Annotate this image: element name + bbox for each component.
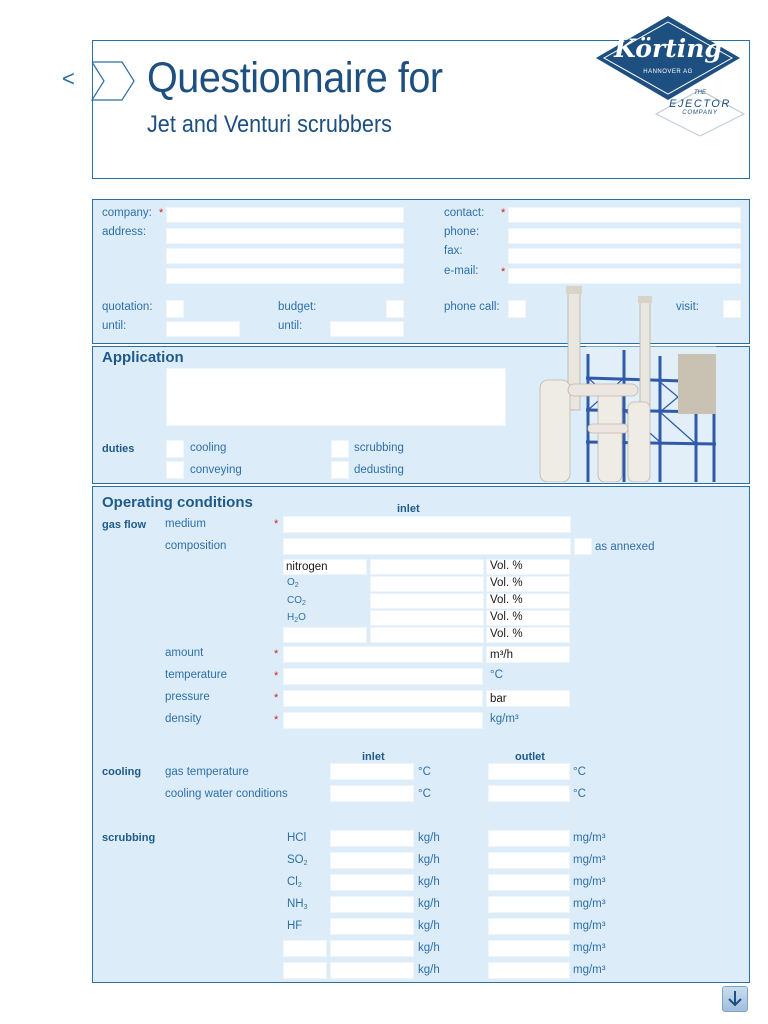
pollutant-outlet-field[interactable] — [488, 874, 570, 891]
pollutant-inlet-unit: kg/h — [418, 964, 440, 976]
component-value-field[interactable] — [370, 593, 484, 609]
pollutant-inlet-field[interactable] — [330, 940, 414, 957]
application-heading: Application — [102, 349, 184, 366]
email-label: e-mail: — [444, 265, 479, 277]
gas-temp-inlet-field[interactable] — [330, 763, 414, 780]
until-label-1: until: — [102, 320, 127, 332]
as-annexed-label: as annexed — [595, 541, 655, 553]
component-value-field[interactable] — [370, 610, 484, 626]
pollutant-inlet-field[interactable] — [330, 852, 414, 869]
address-field-2[interactable] — [166, 248, 404, 264]
company-field[interactable] — [166, 207, 404, 223]
pollutant-inlet-field[interactable] — [330, 918, 414, 935]
component-name: $H_2O$ — [287, 612, 306, 624]
pollutant-inlet-field[interactable] — [330, 896, 414, 913]
visit-label: visit: — [676, 301, 699, 313]
component-value-field[interactable] — [370, 576, 484, 592]
pollutant-name: $Cl_2$ — [287, 876, 302, 889]
pollutant-inlet-unit: kg/h — [418, 854, 440, 866]
cooling-label: cooling — [190, 442, 227, 454]
application-textarea[interactable] — [166, 368, 506, 426]
temperature-label: temperature — [165, 669, 228, 681]
required-star: * — [274, 518, 279, 530]
cooling-water-inlet-field[interactable] — [330, 785, 414, 802]
fax-field[interactable] — [508, 248, 741, 264]
address-field-1[interactable] — [166, 228, 404, 244]
gas-flow-label: gas flow — [102, 519, 147, 531]
arrow-down-icon — [723, 987, 747, 1011]
gas-temp-outlet-field[interactable] — [488, 763, 570, 780]
pollutant-name: $NH_3$ — [287, 898, 308, 911]
pollutant-inlet-unit: kg/h — [418, 898, 440, 910]
required-star: * — [274, 692, 279, 704]
pollutant-outlet-field[interactable] — [488, 830, 570, 847]
component-name: $CO_2$ — [287, 595, 306, 607]
component-name: $O_2$ — [287, 577, 299, 589]
pollutant-outlet-field[interactable] — [488, 852, 570, 869]
cooling-checkbox[interactable] — [166, 440, 184, 458]
dedusting-checkbox[interactable] — [331, 461, 349, 479]
phone-call-label: phone call: — [444, 301, 500, 313]
phone-field[interactable] — [508, 228, 741, 244]
pollutant-inlet-unit: kg/h — [418, 920, 440, 932]
amount-unit: m³/h — [490, 649, 513, 661]
pollutant-outlet-unit: mg/m³ — [573, 920, 606, 932]
pollutant-outlet-field[interactable] — [488, 918, 570, 935]
conveying-checkbox[interactable] — [166, 461, 184, 479]
density-label: density — [165, 713, 202, 725]
density-field[interactable] — [283, 712, 483, 729]
pressure-label: pressure — [165, 691, 210, 703]
gas-temp-inlet-unit: °C — [418, 766, 431, 778]
cooling-section-label: cooling — [102, 766, 142, 778]
component-unit: Vol. % — [490, 611, 523, 623]
page-subtitle: Jet and Venturi scrubbers — [147, 111, 392, 138]
required-star: * — [501, 207, 506, 219]
cooling-water-outlet-unit: °C — [573, 788, 586, 800]
logo-city: HANNOVER AG — [643, 69, 693, 75]
pollutant-inlet-unit: kg/h — [418, 942, 440, 954]
pollutant-name: HCl — [287, 832, 307, 844]
cooling-water-inlet-unit: °C — [418, 788, 431, 800]
pollutant-outlet-unit: mg/m³ — [573, 854, 606, 866]
budget-checkbox[interactable] — [386, 300, 404, 318]
back-arrow-icon[interactable]: < — [62, 66, 75, 91]
required-star: * — [274, 670, 279, 682]
quotation-checkbox[interactable] — [166, 300, 184, 318]
pollutant-outlet-unit: mg/m³ — [573, 898, 606, 910]
component-unit: Vol. % — [490, 560, 523, 572]
logo-tag: EJECTOR — [669, 98, 731, 110]
component-value-field[interactable] — [370, 559, 484, 575]
component-value-field[interactable] — [370, 627, 484, 643]
until-label-2: until: — [278, 320, 303, 332]
required-star: * — [501, 266, 506, 278]
pollutant-inlet-unit: kg/h — [418, 876, 440, 888]
cooling-inlet-header: inlet — [362, 751, 385, 763]
email-field[interactable] — [508, 268, 741, 284]
pollutant-name: HF — [287, 920, 303, 932]
pollutant-outlet-field[interactable] — [488, 940, 570, 957]
pollutant-outlet-unit: mg/m³ — [573, 876, 606, 888]
pollutant-outlet-field[interactable] — [488, 896, 570, 913]
component-unit: Vol. % — [490, 628, 523, 640]
pollutant-name-field[interactable] — [283, 940, 327, 957]
temperature-unit: °C — [490, 669, 503, 681]
required-star: * — [159, 207, 164, 219]
visit-checkbox[interactable] — [723, 300, 741, 318]
cooling-outlet-header: outlet — [515, 751, 545, 763]
component-name: nitrogen — [286, 561, 328, 573]
budget-until-field[interactable] — [330, 321, 404, 337]
scrubbing-label: scrubbing — [354, 442, 404, 454]
scrubbing-section-label: scrubbing — [102, 832, 156, 844]
pollutant-inlet-field[interactable] — [330, 830, 414, 847]
amount-label: amount — [165, 647, 204, 659]
scrubber-plant-image — [528, 284, 724, 482]
logo-brand: Körting — [614, 34, 722, 63]
pollutant-inlet-unit: kg/h — [418, 832, 440, 844]
logo-tag-bottom: COMPANY — [682, 110, 718, 116]
page-title: Questionnaire for — [147, 54, 443, 102]
fax-label: fax: — [444, 245, 463, 257]
pollutant-outlet-unit: mg/m³ — [573, 964, 606, 976]
pollutant-outlet-unit: mg/m³ — [573, 942, 606, 954]
pressure-unit: bar — [490, 693, 507, 705]
pollutant-inlet-field[interactable] — [330, 874, 414, 891]
logo-tag-small: THE — [694, 90, 706, 96]
phone-call-checkbox[interactable] — [508, 300, 526, 318]
as-annexed-checkbox[interactable] — [574, 538, 592, 555]
pollutant-name-field[interactable] — [283, 962, 327, 979]
component-name-field[interactable] — [283, 627, 367, 643]
operating-heading: Operating conditions — [102, 494, 253, 511]
pollutant-name: $SO_2$ — [287, 854, 308, 867]
amount-field[interactable] — [283, 646, 483, 663]
contact-field[interactable] — [508, 207, 741, 223]
component-unit: Vol. % — [490, 594, 523, 606]
address-label: address: — [102, 226, 147, 238]
cooling-water-label: cooling water conditions — [165, 788, 288, 800]
budget-label: budget: — [278, 301, 317, 313]
duties-label: duties — [102, 443, 135, 455]
conveying-label: conveying — [190, 464, 242, 476]
composition-label: composition — [165, 540, 227, 552]
phone-label: phone: — [444, 226, 480, 238]
medium-field[interactable] — [283, 516, 571, 533]
address-field-3[interactable] — [166, 268, 404, 284]
scrubbing-checkbox[interactable] — [331, 440, 349, 458]
quotation-until-field[interactable] — [166, 321, 240, 337]
medium-label: medium — [165, 518, 206, 530]
density-unit: kg/m³ — [490, 713, 519, 725]
composition-field[interactable] — [283, 538, 571, 555]
company-label: company: — [102, 207, 152, 219]
cooling-water-outlet-field[interactable] — [488, 785, 570, 802]
quotation-label: quotation: — [102, 301, 153, 313]
required-star: * — [274, 714, 279, 726]
component-unit: Vol. % — [490, 577, 523, 589]
inlet-header: inlet — [397, 503, 420, 515]
scroll-down-button[interactable] — [722, 986, 748, 1012]
gas-temp-outlet-unit: °C — [573, 766, 586, 778]
temperature-field[interactable] — [283, 668, 483, 685]
pressure-field[interactable] — [283, 690, 483, 707]
contact-label: contact: — [444, 207, 485, 219]
gas-temperature-label: gas temperature — [165, 766, 249, 778]
pollutant-outlet-field[interactable] — [488, 962, 570, 979]
dedusting-label: dedusting — [354, 464, 404, 476]
chevron-outline-icon — [90, 58, 138, 104]
pollutant-outlet-unit: mg/m³ — [573, 832, 606, 844]
required-star: * — [274, 648, 279, 660]
pollutant-inlet-field[interactable] — [330, 962, 414, 979]
korting-logo — [590, 14, 746, 138]
